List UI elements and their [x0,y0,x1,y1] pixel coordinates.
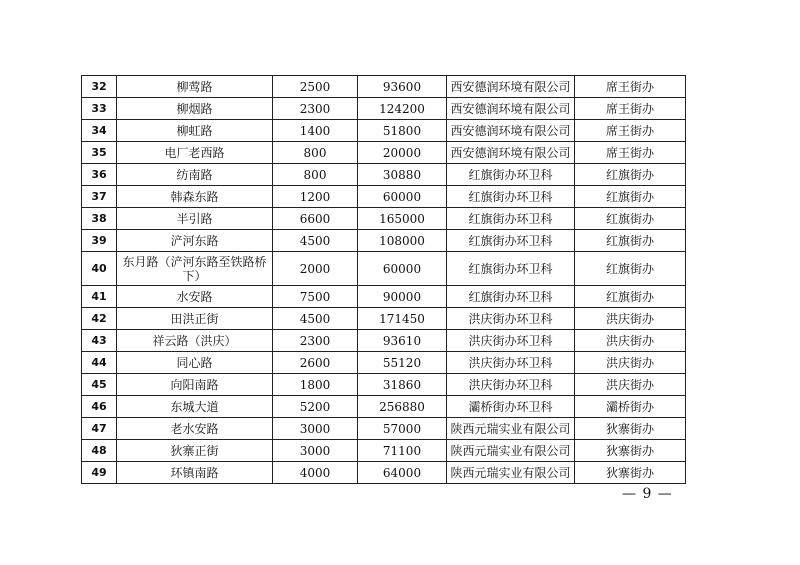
table-row [82,230,686,252]
table-row [82,208,686,230]
road-name: 水安路 [117,286,273,308]
road-name: 电厂老西路 [117,142,273,164]
street-office: 红旗街办 [575,208,686,230]
street-office: 狄寨街办 [575,418,686,440]
responsible-unit: 陕西元瑞实业有限公司 [447,418,575,440]
road-area: 64000 [358,462,447,484]
table-row [82,462,686,484]
road-length: 5200 [273,396,358,418]
table-row [82,120,686,142]
responsible-unit: 红旗街办环卫科 [447,230,575,252]
row-number: 46 [82,396,117,418]
row-number: 43 [82,330,117,352]
road-length: 3000 [273,440,358,462]
responsible-unit: 西安德润环境有限公司 [447,76,575,98]
road-name: 东月路（浐河东路至铁路桥下） [117,252,273,286]
street-office: 狄寨街办 [575,440,686,462]
road-name: 柳烟路 [117,98,273,120]
responsible-unit: 西安德润环境有限公司 [447,142,575,164]
responsible-unit: 洪庆街办环卫科 [447,374,575,396]
row-number: 36 [82,164,117,186]
road-name: 东城大道 [117,396,273,418]
road-length: 800 [273,164,358,186]
row-number: 34 [82,120,117,142]
table-row [82,164,686,186]
road-length: 2000 [273,252,358,286]
responsible-unit: 西安德润环境有限公司 [447,120,575,142]
road-name: 祥云路（洪庆） [117,330,273,352]
table-row [82,142,686,164]
row-number: 38 [82,208,117,230]
road-area: 171450 [358,308,447,330]
row-number: 40 [82,252,117,286]
table-row [82,440,686,462]
road-name: 柳虹路 [117,120,273,142]
road-name: 狄寨正街 [117,440,273,462]
road-length: 2300 [273,98,358,120]
road-length: 4500 [273,308,358,330]
road-area: 93600 [358,76,447,98]
street-office: 席王街办 [575,98,686,120]
table-row [82,330,686,352]
responsible-unit: 洪庆街办环卫科 [447,330,575,352]
row-number: 41 [82,286,117,308]
table-row [82,252,686,286]
road-area: 55120 [358,352,447,374]
responsible-unit: 陕西元瑞实业有限公司 [447,462,575,484]
row-number: 44 [82,352,117,374]
row-number: 42 [82,308,117,330]
street-office: 席王街办 [575,142,686,164]
row-number: 32 [82,76,117,98]
road-length: 4500 [273,230,358,252]
road-area: 124200 [358,98,447,120]
street-office: 灞桥街办 [575,396,686,418]
road-table [81,75,686,484]
row-number: 45 [82,374,117,396]
street-office: 席王街办 [575,76,686,98]
street-office: 洪庆街办 [575,374,686,396]
page-number: — 9 — [622,486,673,502]
road-area: 51800 [358,120,447,142]
road-length: 2500 [273,76,358,98]
road-area: 20000 [358,142,447,164]
road-name: 纺南路 [117,164,273,186]
road-length: 1400 [273,120,358,142]
road-name: 老水安路 [117,418,273,440]
responsible-unit: 灞桥街办环卫科 [447,396,575,418]
road-length: 4000 [273,462,358,484]
street-office: 红旗街办 [575,230,686,252]
road-name: 同心路 [117,352,273,374]
road-area: 165000 [358,208,447,230]
table-row [82,308,686,330]
road-name: 浐河东路 [117,230,273,252]
street-office: 红旗街办 [575,186,686,208]
responsible-unit: 红旗街办环卫科 [447,164,575,186]
road-length: 800 [273,142,358,164]
table-row [82,98,686,120]
responsible-unit: 红旗街办环卫科 [447,252,575,286]
road-area: 90000 [358,286,447,308]
row-number: 47 [82,418,117,440]
responsible-unit: 红旗街办环卫科 [447,208,575,230]
table-row [82,286,686,308]
road-length: 2300 [273,330,358,352]
table-row [82,374,686,396]
table-row [82,396,686,418]
road-length: 7500 [273,286,358,308]
row-number: 49 [82,462,117,484]
road-name: 田洪正街 [117,308,273,330]
road-name: 环镇南路 [117,462,273,484]
street-office: 洪庆街办 [575,308,686,330]
responsible-unit: 红旗街办环卫科 [447,186,575,208]
street-office: 洪庆街办 [575,352,686,374]
row-number: 39 [82,230,117,252]
street-office: 席王街办 [575,120,686,142]
road-area: 30880 [358,164,447,186]
row-number: 48 [82,440,117,462]
road-area: 71100 [358,440,447,462]
road-area: 60000 [358,252,447,286]
road-area: 108000 [358,230,447,252]
street-office: 洪庆街办 [575,330,686,352]
road-length: 3000 [273,418,358,440]
responsible-unit: 洪庆街办环卫科 [447,308,575,330]
responsible-unit: 红旗街办环卫科 [447,286,575,308]
road-name: 向阳南路 [117,374,273,396]
responsible-unit: 陕西元瑞实业有限公司 [447,440,575,462]
road-name: 韩森东路 [117,186,273,208]
road-area: 31860 [358,374,447,396]
road-area: 256880 [358,396,447,418]
street-office: 红旗街办 [575,286,686,308]
road-area: 57000 [358,418,447,440]
responsible-unit: 西安德润环境有限公司 [447,98,575,120]
road-area: 60000 [358,186,447,208]
road-name: 半引路 [117,208,273,230]
road-length: 2600 [273,352,358,374]
row-number: 37 [82,186,117,208]
road-length: 6600 [273,208,358,230]
street-office: 狄寨街办 [575,462,686,484]
table-row [82,186,686,208]
responsible-unit: 洪庆街办环卫科 [447,352,575,374]
table-row [82,418,686,440]
road-area: 93610 [358,330,447,352]
row-number: 35 [82,142,117,164]
road-length: 1200 [273,186,358,208]
row-number: 33 [82,98,117,120]
table-row [82,76,686,98]
road-name: 柳莺路 [117,76,273,98]
table-row [82,352,686,374]
street-office: 红旗街办 [575,252,686,286]
street-office: 红旗街办 [575,164,686,186]
road-length: 1800 [273,374,358,396]
